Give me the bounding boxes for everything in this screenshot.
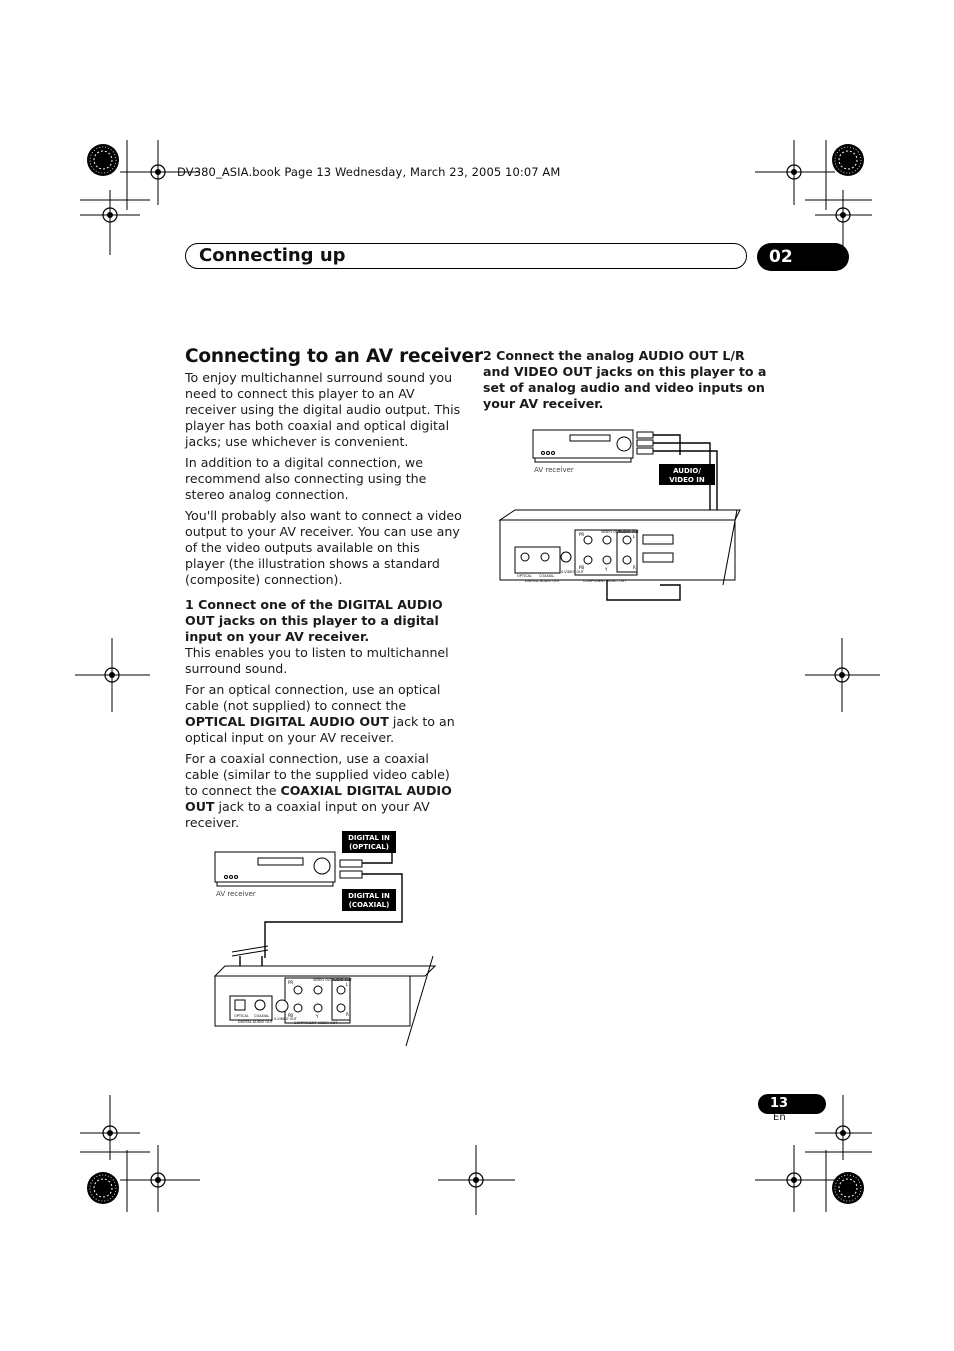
- av-receiver-label: AV receiver: [534, 466, 574, 474]
- page-heading: Connecting to an AV receiver: [185, 346, 483, 367]
- jack-label-pb: PB: [288, 1013, 294, 1018]
- jack-label-optical: OPTICAL: [517, 574, 532, 578]
- jack-label-coaxial: COAXIAL: [539, 574, 555, 578]
- jack-label-l: L: [633, 534, 636, 539]
- analog-connection-diagram: [495, 425, 755, 605]
- digital-in-coaxial-label-line1: DIGITAL IN: [348, 892, 390, 900]
- paragraph-coaxial: For a coaxial connection, use a coaxial cable (similar to the supplied video cable) to connect the COAXIAL DIGITAL AUDIO OUT jack to a coaxial input on your AV receiver.: [185, 751, 452, 830]
- jack-label-y: Y: [316, 1014, 319, 1019]
- jack-label-audio-out: AUDIO OUT: [619, 530, 640, 534]
- step-2-instruction: 2 Connect the analog AUDIO OUT L/R and VIDEO OUT jacks on this player to a set of analog audio and video inputs on your AV receiver.: [483, 348, 767, 411]
- book-info-line: DV380_ASIA.book Page 13 Wednesday, March 23, 2005 10:07 AM: [177, 165, 561, 179]
- jack-label-coaxial: COAXIAL: [254, 1014, 270, 1018]
- jack-label-svideo: S-VIDEO OUT: [561, 570, 584, 574]
- jack-label-component: COMPONENT VIDEO OUT: [294, 1021, 338, 1025]
- jack-label-pr: PR: [288, 980, 294, 985]
- av-receiver-label: AV receiver: [216, 890, 256, 898]
- jack-label-video-out: VIDEO OUT: [313, 978, 333, 982]
- av-receiver-illustration: [215, 852, 335, 886]
- language-code: En: [773, 1112, 786, 1123]
- jack-label-audio-out: AUDIO OUT: [332, 978, 353, 982]
- jack-label-l: L: [346, 982, 349, 987]
- paragraph: To enjoy multichannel surround sound you need to connect this player to an AV receiver using the digital audio output. This player has both coaxial and optical digital jacks; use whichever is convenient.: [185, 370, 461, 449]
- chapter-badge: 02: [757, 243, 849, 271]
- paragraph: In addition to a digital connection, we recommend also connecting using the stereo analog connection.: [185, 455, 427, 502]
- audio-video-in-label-line2: VIDEO IN: [669, 476, 705, 484]
- audio-video-in-label-line1: AUDIO/: [673, 467, 701, 475]
- starburst-mark-icon: [87, 144, 119, 176]
- digital-in-coaxial-label-line2: (COAXIAL): [348, 901, 390, 909]
- jack-label-y: Y: [605, 567, 608, 572]
- digital-in-optical-label-line2: (OPTICAL): [349, 843, 389, 851]
- starburst-mark-icon: [832, 1172, 864, 1204]
- jack-label-pr: PR: [579, 532, 585, 537]
- jack-label-r: R: [346, 1012, 349, 1017]
- jack-label-video-out: VIDEO OUT: [601, 530, 621, 534]
- left-column: [185, 370, 463, 836]
- jack-label-digital-audio-out: DIGITAL AUDIO OUT: [525, 579, 560, 583]
- starburst-mark-icon: [832, 144, 864, 176]
- dvd-player-rear-panel: [215, 956, 435, 1046]
- jack-label-svideo: S-VIDEO OUT: [274, 1017, 297, 1021]
- dvd-player-rear-panel: [500, 510, 740, 585]
- section-title: Connecting up: [199, 245, 346, 266]
- jack-label-component: COMPONENT VIDEO OUT: [583, 579, 627, 583]
- paragraph: You'll probably also want to connect a video output to your AV receiver. You can use any of the video outputs available on this player (the illustration shows a standard (composite) connection).: [185, 508, 462, 587]
- digital-connection-diagram: [210, 828, 440, 1050]
- jack-label-r: R: [633, 565, 636, 570]
- digital-in-optical-label-line1: DIGITAL IN: [348, 834, 390, 842]
- starburst-mark-icon: [87, 1172, 119, 1204]
- paragraph-optical: For an optical connection, use an optical cable (not supplied) to connect the OPTICAL DIGITAL AUDIO OUT jack to an optical input on your AV receiver.: [185, 682, 455, 745]
- jack-label-optical: OPTICAL: [234, 1014, 249, 1018]
- page-number: 13: [758, 1094, 826, 1114]
- jack-label-pb: PB: [579, 565, 585, 570]
- av-receiver-illustration: [533, 430, 633, 462]
- jack-label-digital-audio-out: DIGITAL AUDIO OUT: [238, 1020, 273, 1024]
- step-1-note: This enables you to listen to multichannel surround sound.: [185, 645, 449, 676]
- right-column: [483, 348, 767, 412]
- step-1-instruction: 1 Connect one of the DIGITAL AUDIO OUT jacks on this player to a digital input on your AV receiver.: [185, 597, 443, 644]
